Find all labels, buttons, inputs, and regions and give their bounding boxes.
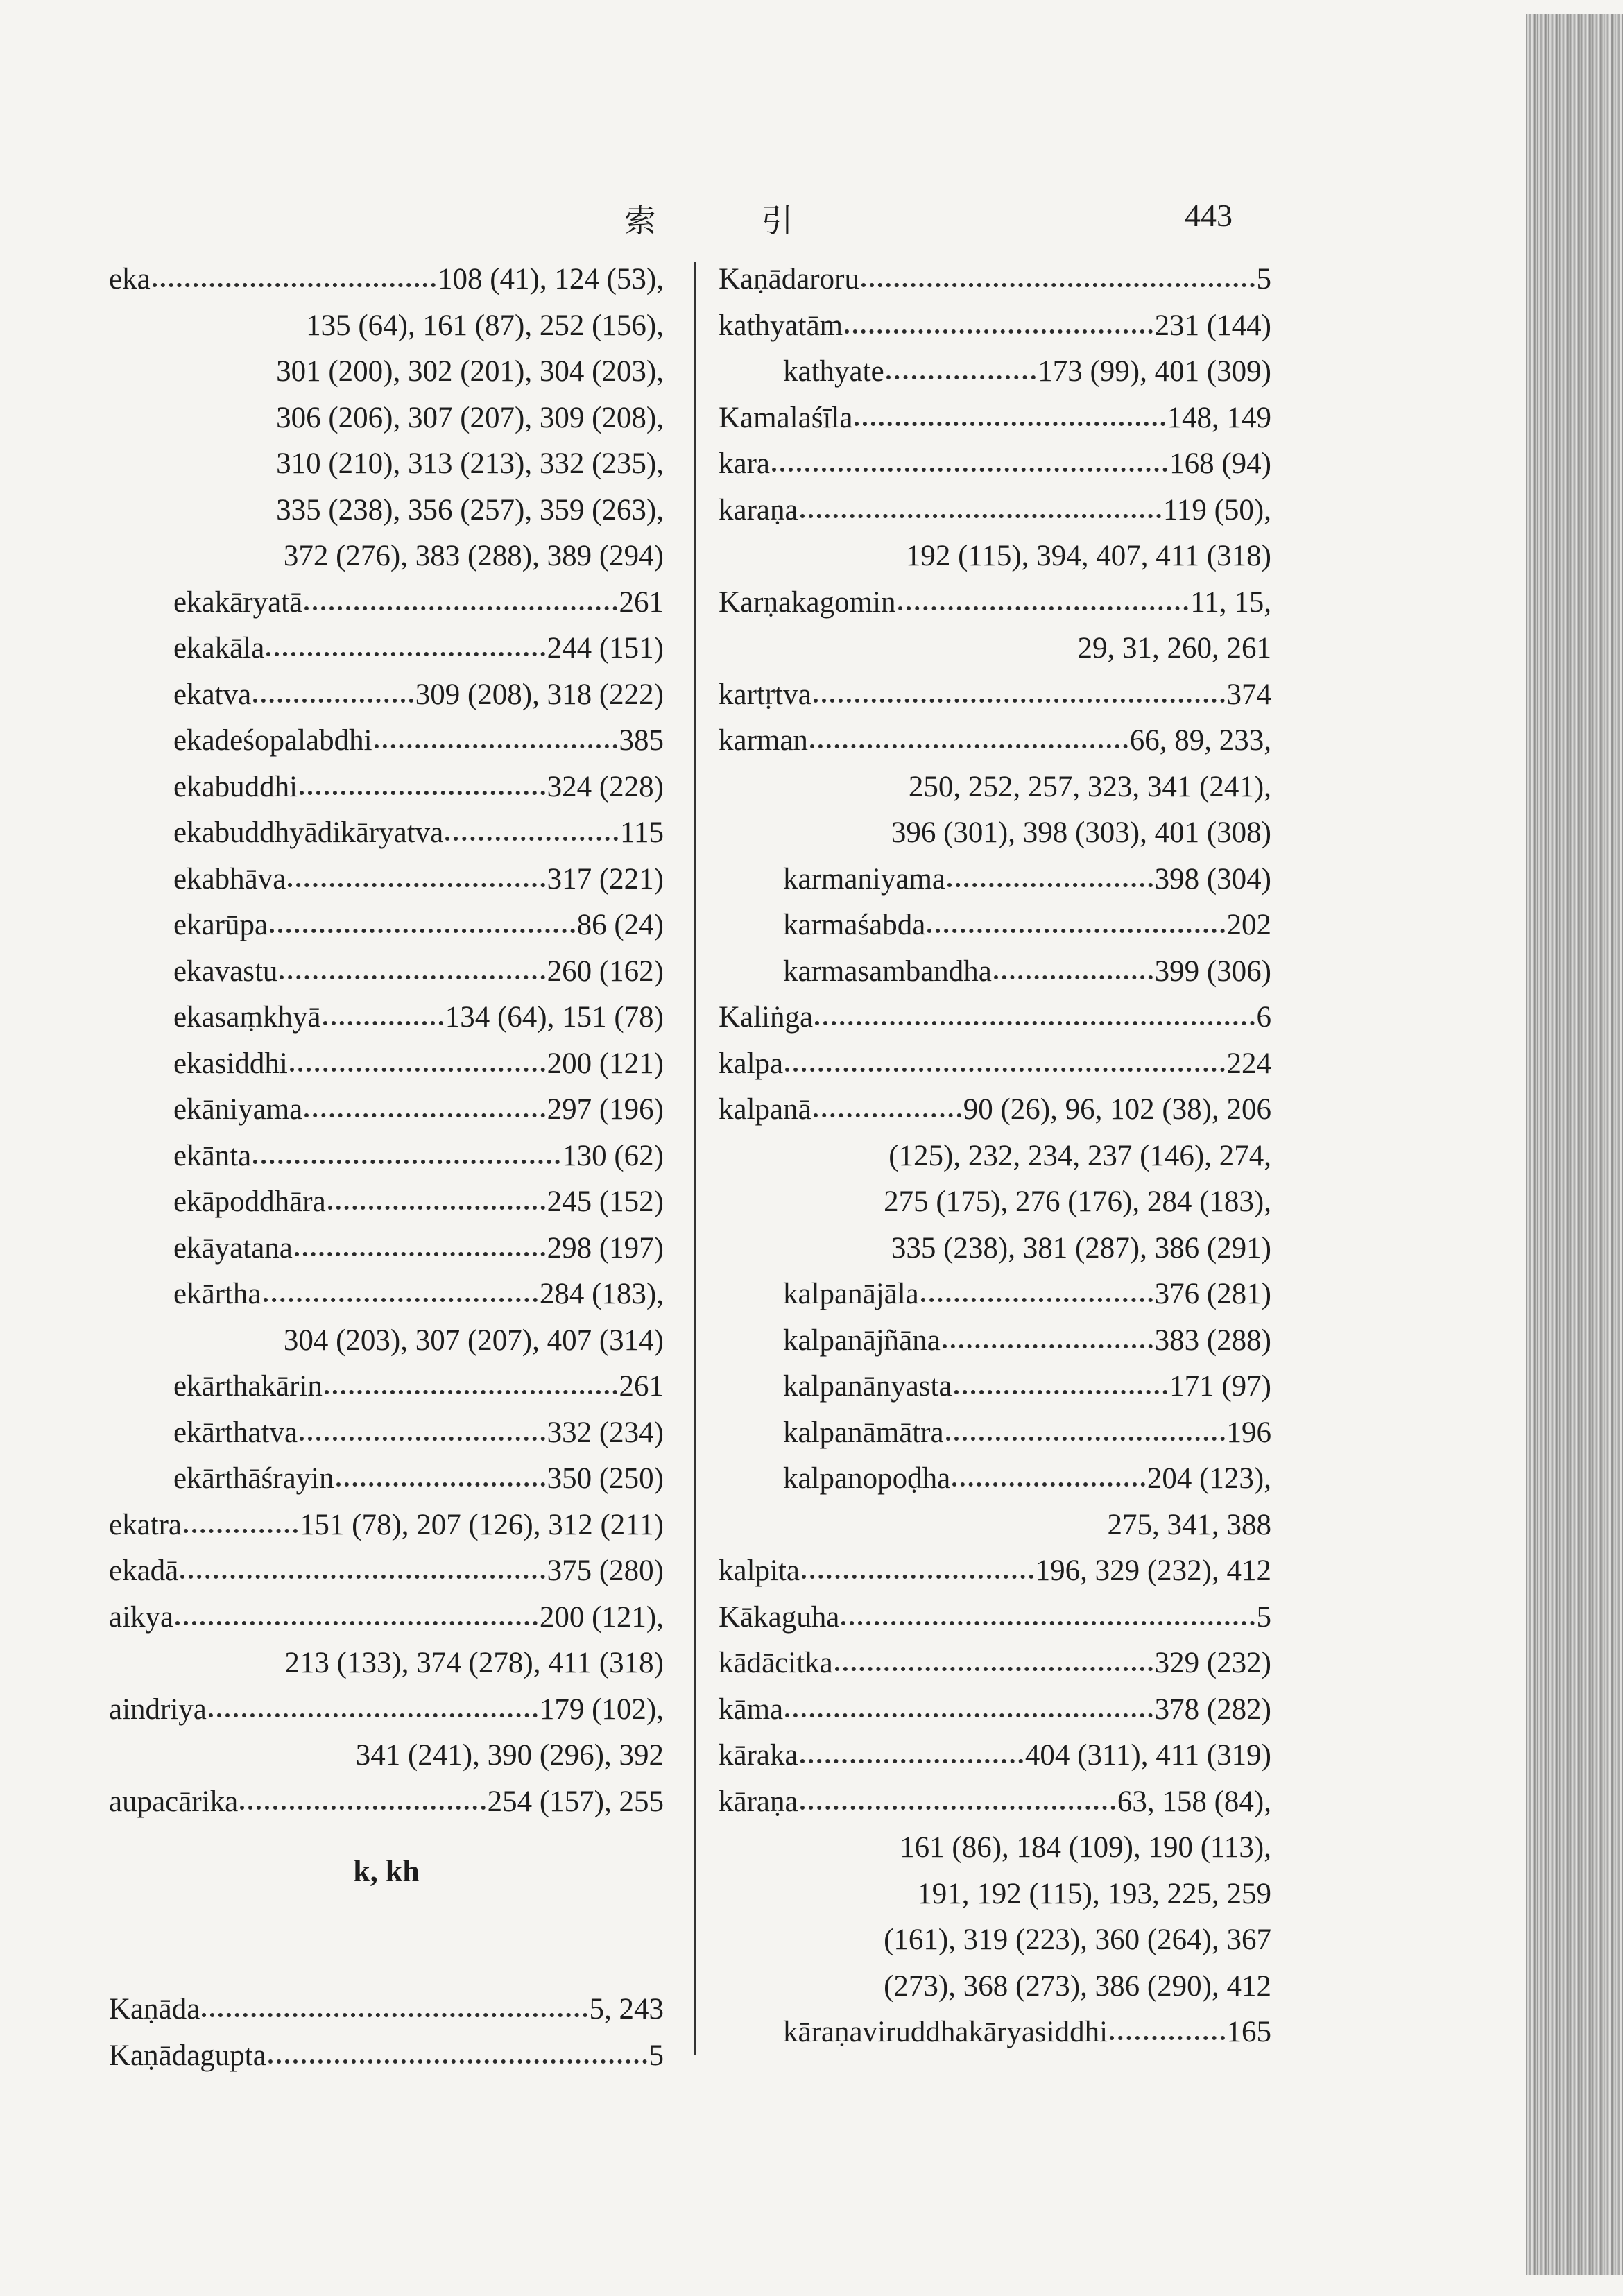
dot-leader	[947, 883, 1153, 887]
index-entry	[719, 995, 1271, 1041]
index-entry	[109, 764, 664, 811]
index-entry	[719, 949, 1271, 995]
index-entry	[719, 488, 1271, 534]
index-column-left	[109, 257, 664, 2079]
index-term: kalpanājñāna	[783, 1323, 941, 1357]
index-term: ekārthatva	[173, 1416, 298, 1449]
dot-leader	[323, 1021, 443, 1025]
page-references: 374	[1226, 678, 1271, 711]
index-entry	[109, 1226, 664, 1272]
index-term: kathyatām	[719, 309, 843, 342]
index-column-right	[719, 257, 1271, 2056]
dot-leader	[304, 1113, 544, 1117]
index-term: ekabuddhi	[173, 770, 298, 803]
column-divider	[694, 262, 696, 2055]
dot-leader	[835, 1667, 1153, 1671]
dot-leader	[946, 1437, 1225, 1441]
index-term: ekāpoddhāra	[173, 1185, 326, 1218]
index-entry	[719, 349, 1271, 395]
page-references: 66, 89, 233,	[1129, 724, 1271, 757]
index-term: ekarūpa	[173, 909, 268, 941]
dot-leader	[952, 1482, 1145, 1487]
page-references: 399 (306)	[1154, 954, 1271, 988]
page-references: 151 (78), 207 (126), 312 (211)	[299, 1508, 664, 1541]
page-references: 192 (115), 394, 407, 411 (318)	[905, 540, 1271, 572]
index-entry	[109, 1133, 664, 1180]
index-entry	[719, 395, 1271, 442]
index-entry-continuation	[719, 1179, 1271, 1226]
page-references: 372 (276), 383 (288), 389 (294)	[283, 540, 664, 572]
page-references: 130 (62)	[562, 1139, 664, 1172]
index-term: ekasaṃkhyā	[173, 1001, 321, 1034]
index-entry	[109, 1687, 664, 1733]
index-entry-continuation	[719, 1226, 1271, 1272]
page-references: 383 (288)	[1154, 1323, 1271, 1357]
dot-leader	[266, 652, 544, 656]
page-references: 301 (200), 302 (201), 304 (203),	[276, 355, 664, 388]
page-references: 191, 192 (115), 193, 225, 259	[917, 1877, 1271, 1910]
index-entry	[109, 1987, 664, 2033]
index-entry-continuation	[109, 1640, 664, 1687]
dot-leader	[800, 1759, 1023, 1763]
index-term: ekakāryatā	[173, 585, 303, 619]
index-term: ekadeśopalabdhi	[173, 724, 372, 757]
page-references: (125), 232, 234, 237 (146), 274,	[888, 1139, 1271, 1172]
dot-leader	[772, 468, 1167, 472]
index-entry	[719, 1456, 1271, 1502]
page-references: 202	[1226, 909, 1271, 941]
section-heading: k, kh	[353, 1854, 420, 1888]
index-entry-continuation	[109, 488, 664, 534]
index-entry	[109, 1779, 664, 1826]
page-references: 396 (301), 398 (303), 401 (308)	[891, 816, 1271, 849]
dot-leader	[954, 1390, 1168, 1394]
index-entry	[109, 995, 664, 1041]
index-entry	[109, 902, 664, 949]
index-entry	[109, 626, 664, 672]
index-entry	[719, 1640, 1271, 1687]
page-references: 179 (102),	[539, 1693, 664, 1726]
dot-leader	[375, 744, 617, 748]
index-entry	[719, 672, 1271, 719]
page-references: 284 (183),	[539, 1278, 664, 1310]
index-term: kalpanāmātra	[783, 1416, 944, 1449]
index-entry	[719, 1595, 1271, 1641]
index-entry-continuation	[719, 1871, 1271, 1918]
dot-leader	[295, 1252, 545, 1256]
index-term: ekasiddhi	[173, 1047, 288, 1080]
dot-leader	[814, 699, 1225, 703]
index-term: kathyate	[783, 355, 884, 388]
page-references: 244 (151)	[547, 632, 664, 665]
index-entry	[109, 1595, 664, 1641]
dot-leader	[845, 329, 1153, 334]
dot-leader	[921, 1298, 1153, 1302]
index-term: kara	[719, 447, 770, 480]
dot-leader	[943, 1344, 1153, 1348]
index-entry	[109, 580, 664, 626]
page-references: 90 (26), 96, 102 (38), 206	[963, 1093, 1271, 1126]
dot-leader	[814, 1113, 961, 1117]
index-entry	[109, 257, 664, 303]
index-entry-continuation	[109, 1318, 664, 1364]
page-references: 275, 341, 388	[1107, 1508, 1271, 1541]
book-binding-edge	[1526, 14, 1623, 2275]
page-references: 86 (24)	[576, 909, 664, 941]
page-references: 376 (281)	[1154, 1278, 1271, 1310]
index-entry	[719, 441, 1271, 488]
index-entry-continuation	[109, 303, 664, 350]
index-entry-continuation	[719, 533, 1271, 580]
index-term: ekāyatana	[173, 1231, 293, 1265]
index-term: kalpanājāla	[783, 1278, 919, 1310]
index-entry	[109, 672, 664, 719]
dot-leader	[202, 2013, 587, 2017]
index-entry	[109, 1410, 664, 1457]
page-references: 115	[620, 816, 664, 849]
page-references: 335 (238), 381 (287), 386 (291)	[891, 1231, 1271, 1265]
index-entry	[719, 1733, 1271, 1779]
index-entry	[109, 1087, 664, 1133]
index-term: kāraṇaviruddhakāryasiddhi	[783, 2016, 1108, 2048]
page-references: 404 (311), 411 (319)	[1024, 1739, 1271, 1772]
page-references: 5	[649, 2039, 664, 2072]
index-entry	[719, 1779, 1271, 1826]
index-term: Kamalaśīla	[719, 401, 853, 434]
page-references: 245 (152)	[547, 1185, 664, 1218]
index-term: kāma	[719, 1693, 784, 1726]
dot-leader	[300, 1437, 545, 1441]
index-entry	[719, 857, 1271, 903]
dot-leader	[886, 375, 1036, 379]
index-term: Kaṇādagupta	[109, 2039, 266, 2072]
dot-leader	[855, 422, 1165, 426]
page-references: 5, 243	[589, 1993, 664, 2025]
index-term: ekārthāśrayin	[173, 1462, 334, 1495]
page-references: 261	[619, 1370, 664, 1403]
index-term: ekabuddhyādikāryatva	[173, 816, 444, 849]
index-term: ekabhāva	[173, 862, 286, 896]
index-entry	[719, 1271, 1271, 1318]
dot-leader	[1110, 2036, 1224, 2040]
index-entry	[719, 1548, 1271, 1595]
page-references: 135 (64), 161 (87), 252 (156),	[306, 309, 664, 342]
index-term: ekakāla	[173, 632, 265, 665]
dot-leader	[785, 1713, 1152, 1717]
index-entry	[719, 303, 1271, 350]
index-entry-continuation	[719, 764, 1271, 811]
index-term: kartṛtva	[719, 678, 812, 711]
index-entry-continuation	[719, 1133, 1271, 1180]
page-references: 254 (157), 255	[487, 1785, 664, 1818]
dot-leader	[800, 1806, 1115, 1810]
index-entry	[719, 1687, 1271, 1733]
page-references: 378 (282)	[1154, 1693, 1271, 1726]
index-term: Karṇakagomin	[719, 585, 896, 619]
page-references: 200 (121),	[539, 1600, 664, 1634]
page-references: 317 (221)	[547, 862, 664, 896]
index-entry	[719, 1364, 1271, 1410]
page-references: 385	[619, 724, 664, 757]
dot-leader	[800, 514, 1161, 518]
page-references: 168 (94)	[1169, 447, 1271, 480]
index-term: kalpita	[719, 1554, 800, 1587]
index-entry	[719, 1087, 1271, 1133]
dot-leader	[175, 1621, 538, 1625]
index-entry-continuation	[719, 1964, 1271, 2010]
dot-leader	[209, 1713, 538, 1717]
dot-leader	[815, 1021, 1254, 1025]
index-term: ekārtha	[173, 1278, 261, 1310]
dot-leader	[184, 1529, 298, 1533]
page-references: 329 (232)	[1154, 1647, 1271, 1679]
index-term: karman	[719, 724, 808, 757]
index-entry	[109, 1502, 664, 1549]
index-term: karaṇa	[719, 493, 798, 526]
index-term: aupacārika	[109, 1785, 239, 1818]
page-references: 350 (250)	[547, 1462, 664, 1495]
dot-leader	[802, 1575, 1033, 1579]
index-entry-continuation	[719, 1502, 1271, 1549]
index-entry	[109, 1041, 664, 1088]
page-references: 224	[1226, 1047, 1271, 1080]
index-term: eka	[109, 263, 151, 295]
page-references: 63, 158 (84),	[1117, 1785, 1271, 1818]
dot-leader	[994, 975, 1153, 979]
index-term: ekadā	[109, 1554, 179, 1587]
index-entry	[109, 810, 664, 857]
page-header-title: 索 引	[624, 203, 842, 239]
index-entry-continuation	[109, 533, 664, 580]
index-entry-continuation	[109, 1733, 664, 1779]
index-term: karmasambandha	[783, 954, 992, 988]
index-term: karmaniyama	[783, 862, 946, 896]
index-entry	[109, 857, 664, 903]
page-references: 6	[1256, 1001, 1271, 1034]
page-references: 375 (280)	[547, 1554, 664, 1587]
index-term: kalpanā	[719, 1093, 812, 1126]
dot-leader	[325, 1390, 617, 1394]
index-term: aindriya	[109, 1693, 207, 1726]
page-references: 398 (304)	[1154, 862, 1271, 896]
page-references: 306 (206), 307 (207), 309 (208),	[276, 401, 664, 434]
page-references: 231 (144)	[1154, 309, 1271, 342]
index-term: ekārthakārin	[173, 1370, 323, 1403]
page-references: 29, 31, 260, 261	[1077, 632, 1271, 665]
index-entry	[109, 1364, 664, 1410]
dot-leader	[288, 883, 544, 887]
dot-leader	[328, 1206, 545, 1210]
page-references: 11, 15,	[1190, 585, 1271, 619]
dot-leader	[336, 1482, 545, 1487]
index-entry-continuation	[109, 441, 664, 488]
page-references: 134 (64), 151 (78)	[445, 1001, 664, 1034]
page-references: 5	[1256, 1600, 1271, 1634]
page-references: 324 (228)	[547, 770, 664, 803]
dot-leader	[841, 1621, 1254, 1625]
page-references: 275 (175), 276 (176), 284 (183),	[884, 1185, 1271, 1218]
index-term: karmaśabda	[783, 909, 926, 941]
page-references: 304 (203), 307 (207), 407 (314)	[283, 1323, 664, 1357]
index-entry	[109, 949, 664, 995]
page-references: 171 (97)	[1169, 1370, 1271, 1403]
page-references: 309 (208), 318 (222)	[415, 678, 664, 711]
page-number: 443	[1185, 198, 1233, 233]
page-references: 298 (197)	[547, 1231, 664, 1265]
index-entry	[109, 1179, 664, 1226]
page-references: 260 (162)	[547, 954, 664, 988]
dot-leader	[300, 791, 544, 795]
dot-leader	[240, 1806, 485, 1810]
index-term: aikya	[109, 1600, 174, 1634]
page-references: 341 (241), 390 (296), 392	[355, 1739, 664, 1772]
dot-leader	[264, 1298, 538, 1302]
page-references: 161 (86), 184 (109), 190 (113),	[900, 1831, 1271, 1864]
page-references: 213 (133), 374 (278), 411 (318)	[284, 1647, 664, 1679]
page-references: 119 (50),	[1162, 493, 1271, 526]
page-references: 261	[619, 585, 664, 619]
index-entry	[719, 1318, 1271, 1364]
index-entry	[109, 1548, 664, 1595]
index-entry	[719, 257, 1271, 303]
index-entry-continuation	[719, 810, 1271, 857]
page-references: 148, 149	[1167, 401, 1271, 434]
index-entry	[719, 902, 1271, 949]
index-entry	[109, 1271, 664, 1318]
dot-leader	[304, 606, 617, 610]
dot-leader	[270, 929, 575, 933]
page-references: 200 (121)	[547, 1047, 664, 1080]
index-entry-continuation	[109, 349, 664, 395]
index-term: Kaliṅga	[719, 1001, 814, 1034]
dot-leader	[445, 837, 618, 841]
index-entry	[109, 718, 664, 764]
page-references: (161), 319 (223), 360 (264), 367	[884, 1924, 1271, 1956]
dot-leader	[153, 283, 436, 287]
page-references: 108 (41), 124 (53),	[437, 263, 664, 295]
index-entry-continuation	[719, 1917, 1271, 1964]
dot-leader	[253, 699, 413, 703]
page-references: 173 (99), 401 (309)	[1038, 355, 1271, 388]
dot-leader	[785, 1068, 1224, 1072]
page-references: 5	[1256, 263, 1271, 295]
page-references: 165	[1226, 2016, 1271, 2048]
page-references: 332 (234)	[547, 1416, 664, 1449]
index-term: Kākaguha	[719, 1600, 840, 1634]
dot-leader	[810, 744, 1128, 748]
page-references: 297 (196)	[547, 1093, 664, 1126]
section-spacer	[109, 1917, 664, 1987]
index-term: kāraṇa	[719, 1785, 798, 1818]
index-entry-continuation	[719, 626, 1271, 672]
dot-leader	[898, 606, 1189, 610]
index-term: kalpa	[719, 1047, 784, 1080]
index-entry-continuation	[719, 1825, 1271, 1871]
dot-leader	[927, 929, 1224, 933]
index-term: ekāniyama	[173, 1093, 303, 1126]
index-term: Kaṇādaroru	[719, 263, 859, 295]
page-references: 196, 329 (232), 412	[1035, 1554, 1271, 1587]
index-entry	[719, 1041, 1271, 1088]
index-term: Kaṇāda	[109, 1993, 200, 2025]
index-term: kalpanānyasta	[783, 1370, 952, 1403]
index-term: kalpanopoḍha	[783, 1462, 951, 1495]
index-term: kāraka	[719, 1739, 798, 1772]
index-entry	[109, 1456, 664, 1502]
index-term: ekānta	[173, 1139, 252, 1172]
dot-leader	[280, 975, 544, 979]
dot-leader	[290, 1068, 545, 1072]
dot-leader	[180, 1575, 544, 1579]
index-entry	[719, 2010, 1271, 2056]
page-references: 250, 252, 257, 323, 341 (241),	[908, 770, 1271, 803]
page-references: 196	[1226, 1416, 1271, 1449]
index-entry	[719, 580, 1271, 626]
index-entry	[109, 2033, 664, 2080]
dot-leader	[268, 2059, 647, 2064]
index-term: ekatra	[109, 1508, 182, 1541]
index-entry-continuation	[109, 395, 664, 442]
index-entry	[719, 718, 1271, 764]
index-term: ekavastu	[173, 954, 278, 988]
page-references: 310 (210), 313 (213), 332 (235),	[276, 447, 664, 480]
page-references: 335 (238), 356 (257), 359 (263),	[276, 493, 664, 526]
page-references: 204 (123),	[1147, 1462, 1271, 1495]
index-entry	[719, 1410, 1271, 1457]
index-term: ekatva	[173, 678, 252, 711]
index-term: kādācitka	[719, 1647, 833, 1679]
page-references: (273), 368 (273), 386 (290), 412	[884, 1969, 1271, 2003]
dot-leader	[253, 1160, 560, 1164]
dot-leader	[861, 283, 1255, 287]
